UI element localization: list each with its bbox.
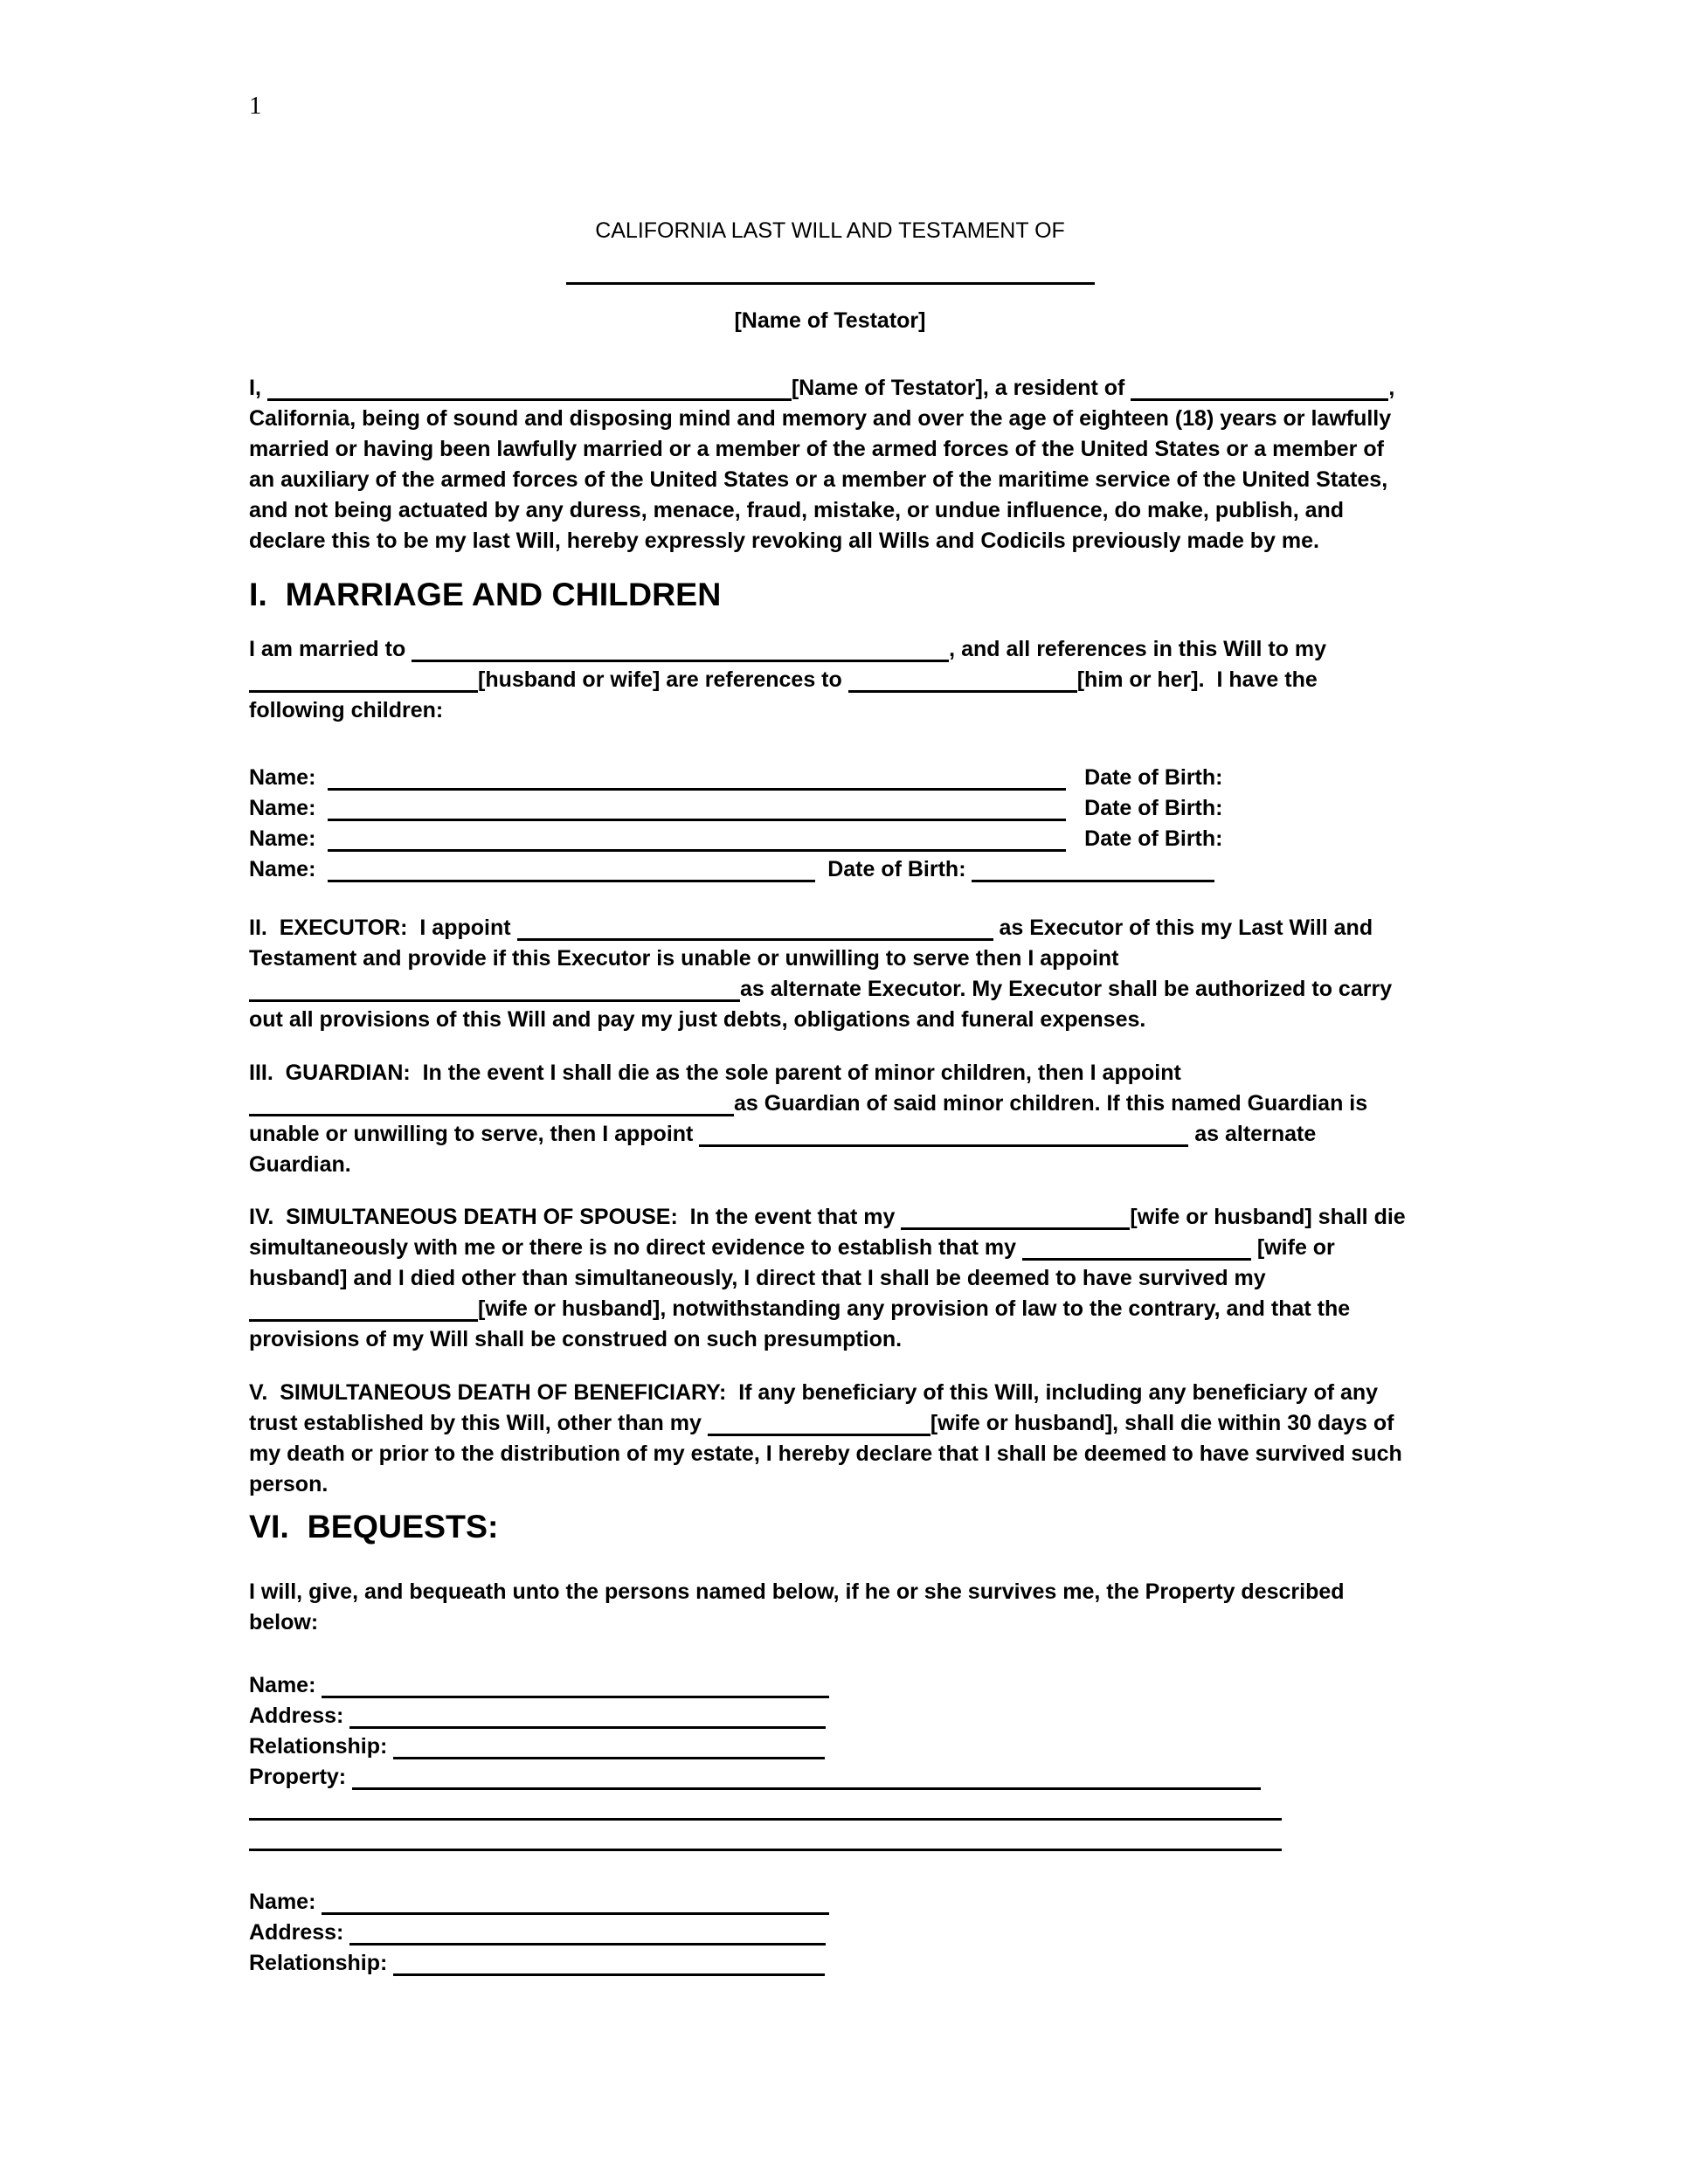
fill-in-blank xyxy=(972,856,1214,882)
text-run: Name: xyxy=(249,796,329,820)
text-run: Relationship: xyxy=(249,1951,394,1975)
text-run: Name: xyxy=(249,857,329,881)
text-run: [wife or husband], notwithstanding any provision of law to the contrary, and that the provisions of my Will shall be construed on such presumption. xyxy=(249,1296,1357,1351)
child-row xyxy=(249,763,1411,793)
text-run: as Guardian of said minor children. If this named Guardian is unable or unwilling to serve, then I appoint xyxy=(249,1091,1374,1146)
fill-in-blank xyxy=(249,976,740,1002)
fill-in-blank xyxy=(1022,1234,1251,1261)
text-run: Date of Birth: xyxy=(815,857,972,881)
fill-in-blank xyxy=(249,1296,478,1322)
bequest-relationship-row xyxy=(249,1731,1411,1762)
testator-name-blank-line xyxy=(249,257,1411,287)
child-row xyxy=(249,824,1411,854)
bequest-property-row xyxy=(249,1762,1411,1793)
text-run: II. EXECUTOR: I appoint xyxy=(249,916,517,940)
fill-in-blank xyxy=(393,1733,825,1759)
fill-in-blank xyxy=(699,1121,1188,1147)
page-number: 1 xyxy=(249,92,262,120)
fill-in-blank xyxy=(349,1703,826,1729)
section-bequests-heading: VI. BEQUESTS: xyxy=(249,1508,499,1545)
text-run: Name: xyxy=(249,826,329,851)
text-run: Name: xyxy=(249,765,329,790)
fill-in-blank xyxy=(393,1950,825,1976)
opening-declaration-paragraph xyxy=(249,373,1411,556)
fill-in-blank xyxy=(249,1090,734,1116)
marriage-paragraph xyxy=(249,634,1411,726)
bequest-property-continuation-line xyxy=(249,1823,1411,1854)
fill-in-blank xyxy=(412,636,949,662)
fill-in-blank xyxy=(1131,375,1388,401)
text-run: [wife or husband], shall die within 30 days of my death or prior to the distribution of my estate, I hereby declare that I shall be deemed to have survived such person. xyxy=(249,1411,1408,1496)
bequest-name-row xyxy=(249,1887,1411,1918)
text-run: I am married to xyxy=(249,637,412,661)
text-run: Name: xyxy=(249,1673,322,1697)
text-run: Date of Birth: xyxy=(1066,796,1223,820)
text-run: Relationship: xyxy=(249,1734,394,1759)
text-run: Address: xyxy=(249,1920,350,1945)
fill-in-blank xyxy=(249,1825,1282,1851)
text-run: [wife or husband] and I died other than simultaneously, I direct that I shall be deemed to have survived my xyxy=(249,1235,1341,1290)
fill-in-blank xyxy=(566,259,1095,285)
bequest-address-row xyxy=(249,1918,1411,1948)
text-run: V. SIMULTANEOUS DEATH OF BENEFICIARY: If any beneficiary of this Will, including any beneficiary of any trust established by this Will, other than my xyxy=(249,1380,1385,1435)
text-run: IV. SIMULTANEOUS DEATH OF SPOUSE: In the event that my xyxy=(249,1205,902,1229)
section-executor-paragraph xyxy=(249,913,1411,1035)
text-run: III. GUARDIAN: In the event I shall die as the sole parent of minor children, then I appoint xyxy=(249,1061,1187,1085)
fill-in-blank xyxy=(267,375,792,401)
bequests-intro-paragraph: I will, give, and bequeath unto the persons named below, if he or she survives me, the Property described below: xyxy=(249,1579,1351,1635)
text-run: , and all references in this Will to my xyxy=(949,637,1332,661)
section-guardian-paragraph xyxy=(249,1058,1411,1180)
text-run: [Name of Testator], a resident of xyxy=(791,376,1131,400)
text-run: Property: xyxy=(249,1765,353,1789)
text-run: as Executor of this my Last Will and Testament and provide if this Executor is unable or unwilling to serve then I appoint xyxy=(249,916,1380,971)
section-marriage-heading: I. MARRIAGE AND CHILDREN xyxy=(249,576,722,612)
fill-in-blank xyxy=(322,1672,829,1698)
fill-in-blank xyxy=(352,1764,1261,1790)
bequest-relationship-row xyxy=(249,1948,1411,1979)
section-simultaneous-death-beneficiary-paragraph xyxy=(249,1378,1411,1500)
child-row xyxy=(249,854,1411,885)
fill-in-blank xyxy=(349,1919,826,1946)
text-run: as alternate Guardian. xyxy=(249,1122,1323,1177)
text-run: Date of Birth: xyxy=(1066,826,1223,851)
text-run: Address: xyxy=(249,1704,350,1728)
bequest-block-1 xyxy=(249,1670,1411,1854)
fill-in-blank xyxy=(517,915,993,941)
testator-name-caption: [Name of Testator] xyxy=(734,308,926,333)
text-run: [husband or wife] are references to xyxy=(478,667,848,692)
fill-in-blank xyxy=(708,1410,930,1436)
bequest-property-continuation-line xyxy=(249,1793,1411,1823)
fill-in-blank xyxy=(848,667,1077,693)
fill-in-blank xyxy=(328,764,1066,791)
fill-in-blank xyxy=(328,826,1066,852)
fill-in-blank xyxy=(322,1889,829,1915)
fill-in-blank xyxy=(901,1204,1130,1230)
section-simultaneous-death-spouse-paragraph xyxy=(249,1202,1411,1355)
text-run: [him or her]. I have the following children: xyxy=(249,667,1324,722)
text-run: Name: xyxy=(249,1890,322,1914)
bequest-address-row xyxy=(249,1701,1411,1731)
text-run: , California, being of sound and disposing mind and memory and over the age of eighteen (18) years or lawfully married or having been lawfully married or a member of the armed forces of the United States or a member of an auxiliary of the armed forces of the United States or a member of the maritime service of the United States, and not being actuated by any duress, menace, fraud, mistake, or undue influence, do make, publish, and declare this to be my last Will, hereby expressly revoking all Wills and Codicils previously made by me. xyxy=(249,376,1401,553)
child-row xyxy=(249,793,1411,824)
fill-in-blank xyxy=(328,856,815,882)
text-run: Date of Birth: xyxy=(1066,765,1223,790)
text-run: [wife or husband] shall die simultaneously with me or there is no direct evidence to establish that my xyxy=(249,1205,1412,1260)
fill-in-blank xyxy=(249,667,478,693)
text-run: as alternate Executor. My Executor shall be authorized to carry out all provisions of this Will and pay my just debts, obligations and funeral expenses. xyxy=(249,977,1399,1032)
document-title: CALIFORNIA LAST WILL AND TESTAMENT OF xyxy=(595,218,1065,243)
bequest-name-row xyxy=(249,1670,1411,1701)
bequest-block-2 xyxy=(249,1887,1411,1979)
fill-in-blank xyxy=(249,1794,1282,1821)
text-run: I, xyxy=(249,376,267,400)
fill-in-blank xyxy=(328,795,1066,821)
children-list xyxy=(249,763,1411,885)
